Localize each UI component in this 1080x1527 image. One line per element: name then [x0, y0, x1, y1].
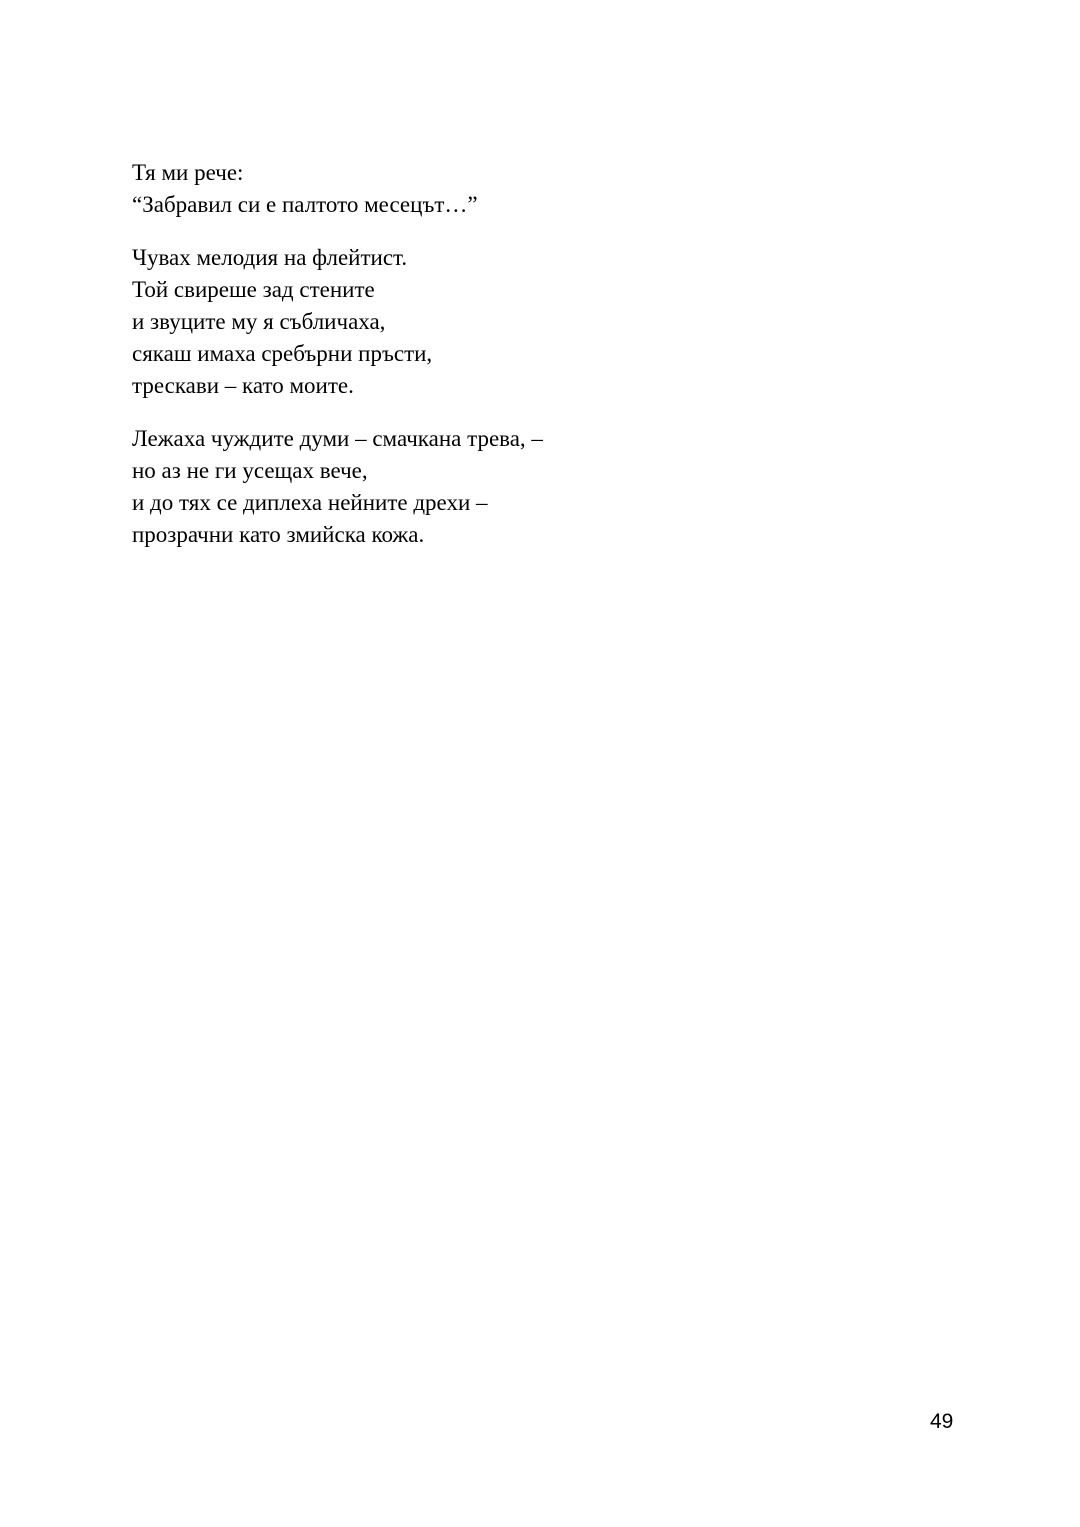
- poem-line: Чувах мелодия на флейтист.: [132, 245, 408, 270]
- poem-text: [132, 157, 543, 572]
- poem-line: прозрачни като змийска кожа.: [132, 522, 425, 547]
- poem-line: трескави – като моите.: [132, 373, 354, 398]
- poem-stanza-2: [132, 242, 543, 402]
- poem-stanza-1: [132, 157, 543, 221]
- poem-line: и звуците му я събличаха,: [132, 309, 386, 334]
- poem-line: Лежаха чуждите думи – смачкана трева, –: [132, 426, 543, 451]
- poem-stanza-3: [132, 423, 543, 551]
- page-number: 49: [930, 1410, 954, 1433]
- poem-line: “Забравил си е палтото месецът…”: [132, 192, 478, 217]
- poem-line: Той свиреше зад стените: [132, 277, 375, 302]
- poem-line: и до тях се диплеха нейните дрехи –: [132, 490, 488, 515]
- poem-line: но аз не ги усещах вече,: [132, 458, 368, 483]
- poem-line: Тя ми рече:: [132, 160, 244, 185]
- poem-line: сякаш имаха сребърни пръсти,: [132, 341, 433, 366]
